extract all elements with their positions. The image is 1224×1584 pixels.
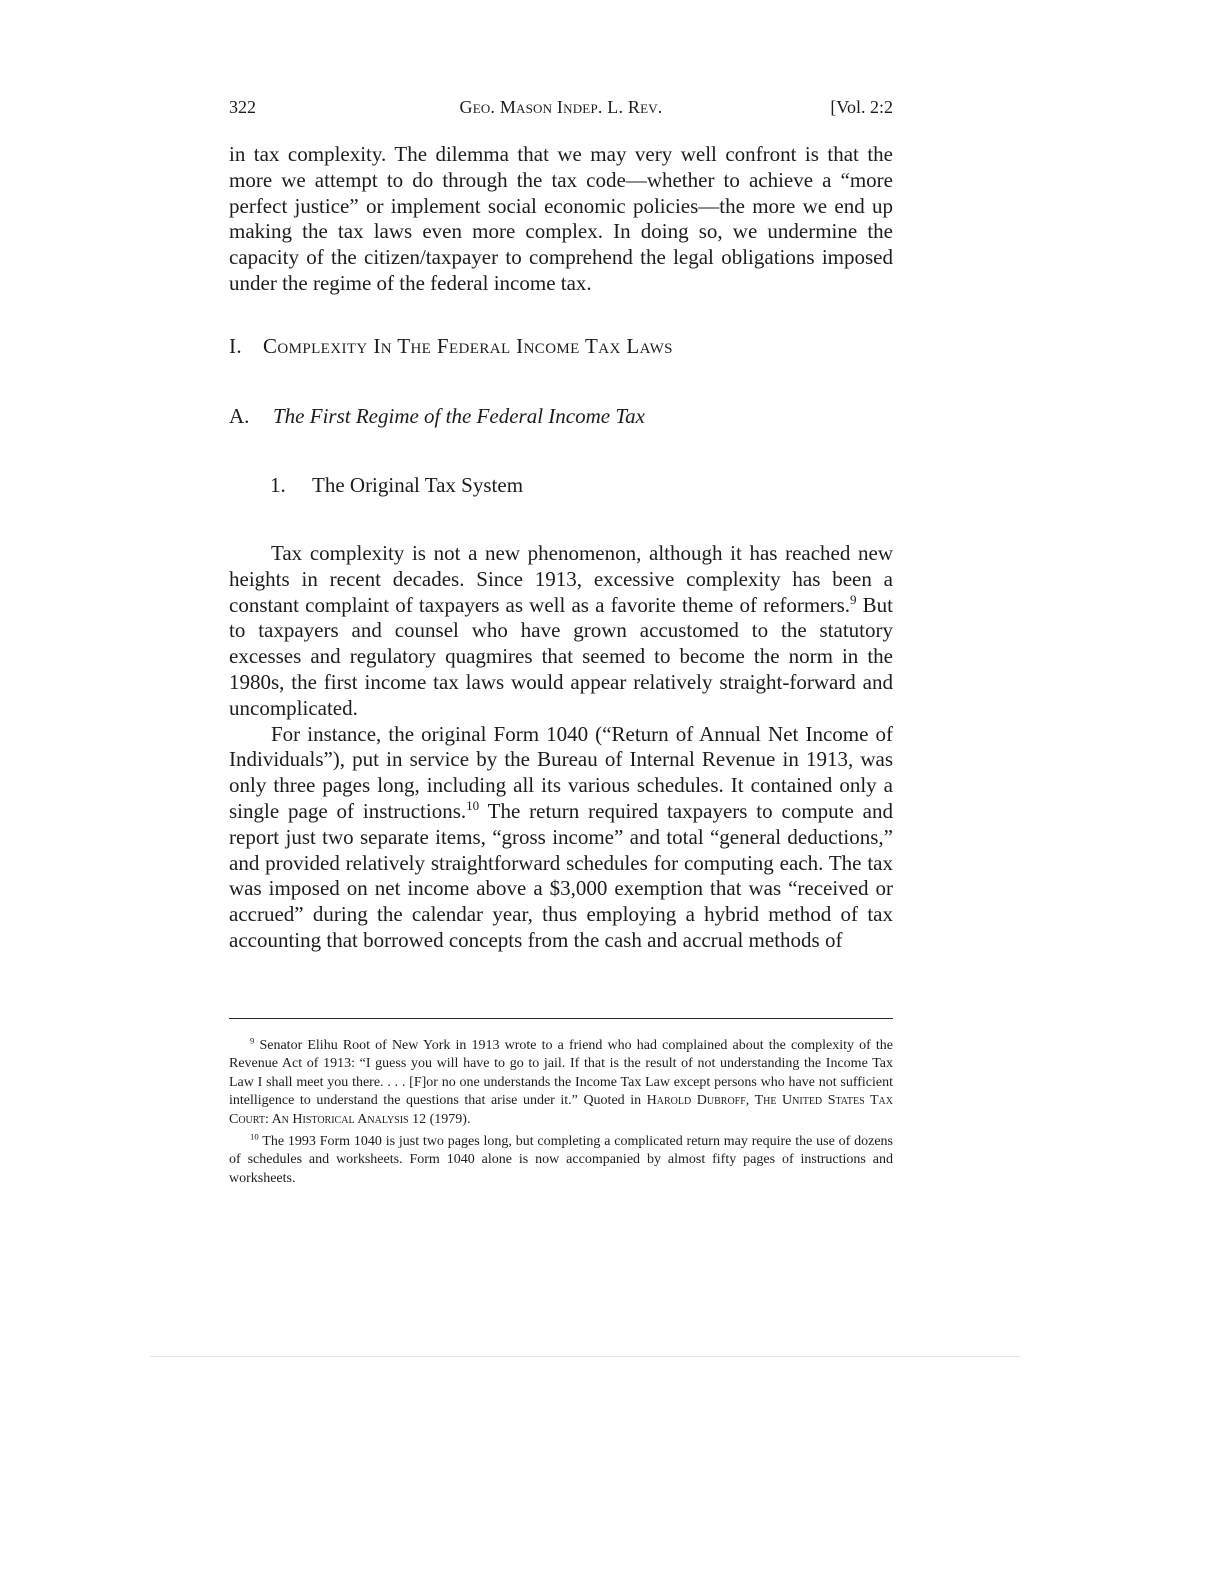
intro-paragraph-block — [229, 142, 893, 297]
footnote-9: $^9$ Senator Elihu Root of New York in 1913 wrote to a friend who had complained about the complexity of the Revenue Act of 1913: “I guess you will have to go to jail. If that is the result of not understanding the Income Tax Law I shall meet you there. . . . [F]or no one understands the Income Tax Law except persons who have not sufficient intelligence to understand the questions that arise under it.” Quoted in Harold Dubroff, The United States Tax Court: An Historical Analysis 12 (1979). — [229, 1035, 893, 1127]
subsection-heading — [229, 404, 645, 429]
subsubsection-number: 1. — [270, 473, 286, 497]
footnote-ref-10[interactable]: 10 — [466, 797, 480, 813]
subsubsection-heading — [270, 473, 523, 498]
footnote-citation: Harold Dubroff, The United States Tax Court: An Historical Analysis — [229, 1093, 893, 1127]
section-title: Complexity In The Federal Income Tax Laws — [263, 334, 673, 358]
volume-label: [Vol. 2:2 — [830, 97, 893, 117]
section-heading — [229, 334, 673, 359]
section-number: I. — [229, 334, 243, 358]
footnotes-block — [229, 1037, 893, 1192]
footnote-number: 10 — [250, 1131, 259, 1142]
paragraph-1: Tax complexity is not a new phenomenon, although it has reached new heights in recent decades. Since 1913, excessive complexity has been a constant complaint of taxpayers as well as a favorite theme of reformers.$^9$ But to taxpayers and counsel who have grown accustomed to the statutory excesses and regulatory quagmires that seemed to become the norm in the 1980s, the first income tax laws would appear relatively straight-forward and uncomplicated. — [229, 541, 894, 720]
main-text-block — [229, 541, 893, 954]
intro-paragraph: in tax complexity. The dilemma that we may very well confront is that the more we attempt to do through the tax code—whether to achieve a “more perfect justice” or implement social economic policies—the more we end up making the tax laws even more complex. In doing so, we undermine the capacity of the citizen/taxpayer to comprehend the legal obligations imposed under the regime of the federal income tax. — [229, 142, 893, 295]
paragraph-2: For instance, the original Form 1040 (“Return of Annual Net Income of Individuals”), put in service by the Bureau of Internal Revenue in 1913, was only three pages long, including all its various schedules. It contained only a single page of instructions.$^{10}$ The return required taxpayers to compute and report just two separate items, “gross income” and total “general deductions,” and provided relatively straightforward schedules for computing each. The tax was imposed on net income above a $3,000 exemption that was “received or accrued” during the calendar year, thus employing a hybrid method of tax accounting that borrowed concepts from the cash and accrual methods of — [229, 721, 893, 952]
footnote-ref-9[interactable]: 9 — [850, 591, 857, 607]
page-number: 322 — [229, 97, 256, 117]
footnote-divider — [229, 1018, 893, 1019]
subsection-title: The First Regime of the Federal Income Tax — [273, 404, 645, 428]
subsection-number: A. — [229, 404, 250, 428]
scan-artifact-line — [150, 1356, 1020, 1357]
footnote-number: 9 — [250, 1035, 255, 1046]
running-head — [229, 97, 893, 123]
subsubsection-title: The Original Tax System — [312, 473, 524, 497]
footnote-10: $^{10}$ The 1993 Form 1040 is just two pages long, but completing a complicated return may require the use of dozens of schedules and worksheets. Form 1040 alone is now accompanied by almost fifty pages of instructions and worksheets. — [229, 1131, 894, 1186]
journal-title: Geo. Mason Indep. L. Rev. — [459, 97, 663, 117]
